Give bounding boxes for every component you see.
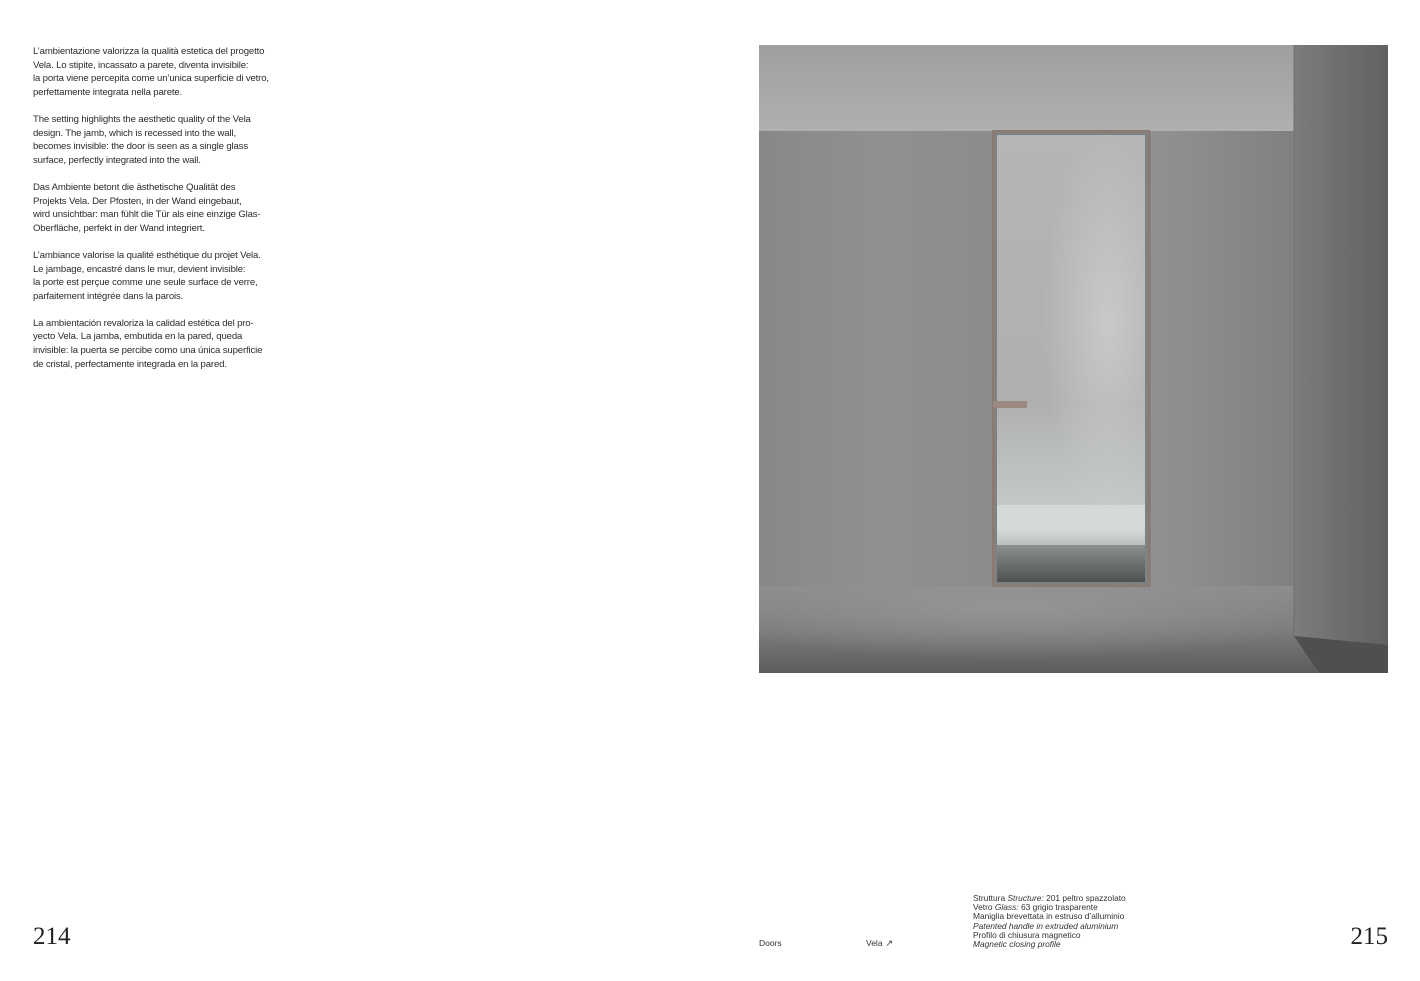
- paragraph-german: Das Ambiente betont die ästhetische Qualität des Projekts Vela. Der Pfosten, in der Wand eingebaut, wird unsichtbar: man fühlt die Tür als eine einzige Glas- Oberfläche, perfekt in der Wand integriert.: [33, 181, 261, 234]
- footer-product-name: Vela: [866, 938, 883, 948]
- spec-profile-it: Profilo di chiusura magnetico: [973, 929, 1081, 940]
- door-handle: [993, 401, 1027, 408]
- paragraph-spanish: La ambientación revaloriza la calidad estética del pro- yecto Vela. La jamba, embutida en la pared, queda invisible: la puerta se percibe como una única superficie de cristal, perfectamente integrada en la pared.: [33, 317, 263, 370]
- footer-section-label: Doors: [759, 938, 782, 948]
- door-photo: [759, 45, 1388, 673]
- footer-product-label: [866, 938, 893, 949]
- spec-profile-en: Magnetic closing profile: [973, 939, 1061, 950]
- page-number-left: 214: [33, 923, 71, 950]
- paragraph-english: The setting highlights the aesthetic quality of the Vela design. The jamb, which is recessed into the wall, becomes invisible: the door is seen as a single glass surface, perfectly integrated into the wall.: [33, 113, 251, 166]
- spec-handle-en: Patented handle in extruded aluminium: [973, 920, 1119, 931]
- arrow-up-right-icon: ↗: [885, 938, 894, 948]
- product-specs: [973, 894, 1126, 949]
- spec-glass: Vetro Glass: 63 grigio trasparente: [973, 902, 1098, 913]
- paragraph-italian: L’ambientazione valorizza la qualità estetica del progetto Vela. Lo stipite, incassato a parete, diventa invisibile: la porta viene percepita come un’unica superficie di vetro, perfettamente integrata nella parete.: [33, 46, 269, 98]
- spec-structure: Struttura Structure: 201 peltro spazzolato: [973, 893, 1126, 903]
- page-number-right: 215: [1350, 923, 1388, 950]
- paragraph-french: L’ambiance valorise la qualité esthétique du projet Vela. Le jambage, encastré dans le mur, devient invisible: la porte est perçue comme une seule surface de verre, parfaitement intégrée dans la parois.: [33, 249, 261, 302]
- spec-handle-it: Maniglia brevettata in estruso d’alluminio: [973, 911, 1125, 922]
- description-column: [33, 45, 283, 385]
